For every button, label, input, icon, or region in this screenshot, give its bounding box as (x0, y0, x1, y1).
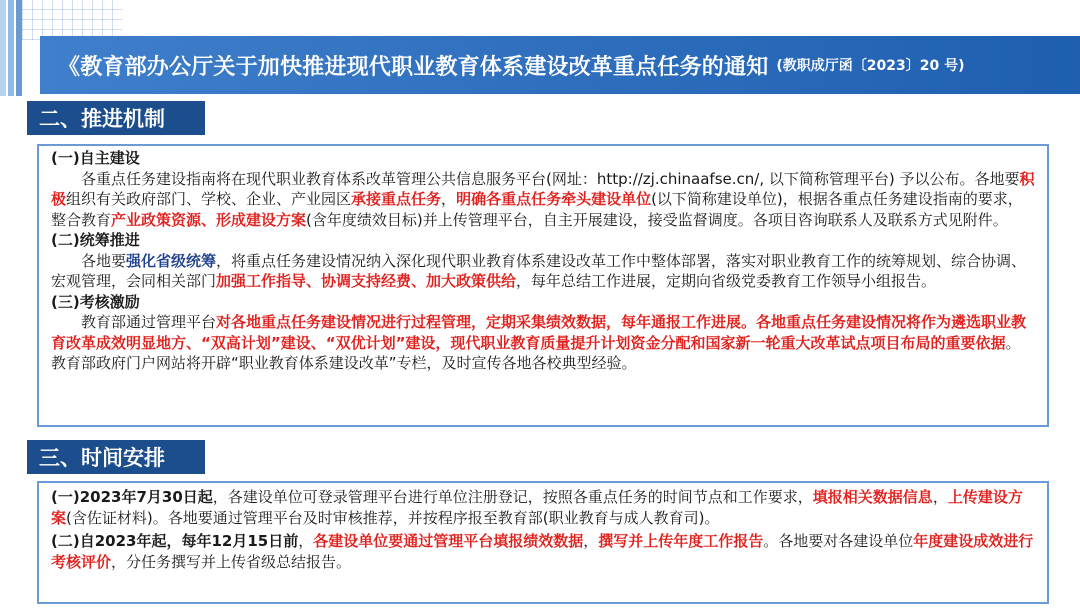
text-span: 各地要 (81, 251, 127, 270)
text-span: 教育部通过管理平台 (81, 313, 217, 331)
text-span: ， (583, 532, 599, 550)
decorative-grid (22, 0, 122, 40)
paragraph-schedule-2 (51, 531, 1035, 572)
subsection-title-coordination: (二)统筹推进 (51, 231, 140, 249)
highlight-text: 上传建设方案 (51, 488, 1023, 527)
text-span: 。教育部政府门户网站将开辟“职业教育体系建设改革”专栏，及时宣传各地各校典型经验。 (51, 333, 1021, 372)
highlight-text: 产业政策资源、形成建设方案 (111, 210, 307, 229)
text-span: 组织有关政府部门、学校、企业、产业园区 (66, 190, 352, 208)
mechanism-box (37, 144, 1049, 427)
decorative-stripes (0, 0, 22, 96)
text-span: ， (441, 190, 457, 208)
text-span: 。各地要对各建设单位 (763, 532, 914, 550)
highlight-text: 加强工作指导、协调支持经费、加大政策供给 (216, 272, 517, 290)
highlight-text: 承接重点任务 (351, 190, 442, 208)
text-span: (含佐证材料)。各地要通过管理平台及时审核推荐，并按程序报至教育部(职业教育与成人教育司)。 (66, 508, 720, 527)
subsection-title-assessment: (三)考核激励 (51, 292, 140, 311)
date-label: (一)2023年7月30日起 (51, 488, 213, 506)
highlight-text: 明确各重点任务牵头建设单位 (456, 190, 652, 208)
paragraph-self-build (51, 169, 1035, 231)
text-span: ，各建设单位可登录管理平台进行单位注册登记，按照各重点任务的时间节点和工作要求， (212, 488, 813, 506)
highlight-text: 年度建设成效进行考核评价 (51, 532, 1034, 571)
text-span: (含年度绩效目标)并上传管理平台，自主开展建设，接受监督调度。各项目咨询联系人及联系方式见附件。 (306, 210, 1008, 229)
paragraph-assessment (51, 312, 1035, 374)
paragraph-schedule-1 (51, 487, 1035, 528)
emphasis-text: 强化省级统筹 (126, 251, 217, 270)
title-bar (40, 36, 1080, 94)
text-span: ，将重点任务建设情况纳入深化现代职业教育体系建设改革工作中整体部署，落实对职业教育工作的统筹规划、综合协调、宏观管理，会同相关部门 (51, 251, 1027, 290)
section-heading-mechanism: 二、推进机制 (27, 101, 205, 135)
highlight-text: 撰写并上传年度工作报告 (598, 532, 764, 550)
document-number: (教职成厅函〔2023〕20 号) (776, 58, 965, 74)
text-span: ，分任务撰写并上传省级总结报告。 (111, 552, 352, 571)
highlight-text: 对各地重点任务建设情况进行过程管理，定期采集绩效数据，每年通报工作进展。各地重点任务建设情况将作为遴选职业教育改革成效明显地方、“双高计划”建设、“双优计划”建设，现代职业教育质量提升计划资金分配和国家新一轮重大改革试点项目布局的重要依据 (51, 313, 1027, 352)
text-span: 各重点任务建设指南将在现代职业教育体系改革管理公共信息服务平台(网址：http://zj.chinaafse.cn/, 以下简称管理平台) 予以公布。各地要 (81, 169, 1020, 188)
text-span: (以下简称建设单位)，根据各重点任务建设指南的要求，整合教育 (51, 190, 1023, 229)
highlight-text: 填报相关数据信息 (812, 488, 933, 506)
paragraph-coordination (51, 251, 1035, 292)
subsection-title-self-build: (一)自主建设 (51, 149, 140, 167)
text-span: ，每年总结工作进展，定期向省级党委教育工作领导小组报告。 (516, 272, 937, 290)
highlight-text: 各建设单位要通过管理平台填报绩效数据 (313, 532, 584, 550)
text-span: ， (932, 488, 948, 506)
section-heading-schedule: 三、时间安排 (27, 440, 205, 474)
text-span: ， (298, 532, 314, 550)
date-label: (二)自2023年起，每年12月15日前 (51, 532, 299, 550)
page-title: 《教育部办公厅关于加快推进现代职业教育体系建设改革重点任务的通知 (58, 54, 769, 80)
schedule-box (37, 481, 1049, 604)
highlight-text: 积极 (51, 169, 1035, 208)
